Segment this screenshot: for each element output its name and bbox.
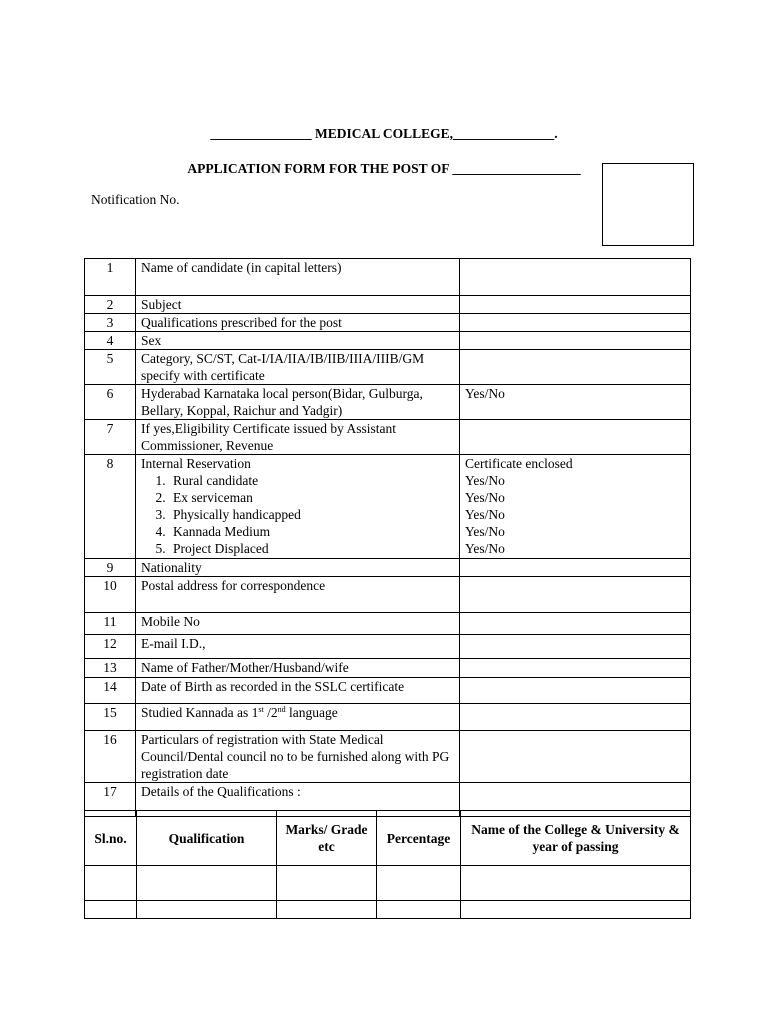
category-field[interactable] bbox=[460, 350, 691, 385]
sex-field[interactable] bbox=[460, 332, 691, 350]
slno-cell[interactable] bbox=[85, 866, 137, 901]
marks-cell[interactable] bbox=[277, 901, 377, 919]
yes-no-option[interactable]: Yes/No bbox=[465, 524, 505, 539]
percentage-cell[interactable] bbox=[377, 866, 461, 901]
eligibility-certificate-field[interactable] bbox=[460, 420, 691, 455]
kannada-language-field[interactable] bbox=[460, 704, 691, 731]
email-field[interactable] bbox=[460, 635, 691, 659]
row-number: 12 bbox=[85, 635, 136, 659]
row-label: Nationality bbox=[136, 559, 460, 577]
table-row bbox=[85, 332, 691, 350]
row-label bbox=[136, 704, 460, 731]
table-row bbox=[85, 420, 691, 455]
row-number: 2 bbox=[85, 296, 136, 314]
qualification-cell[interactable] bbox=[137, 901, 277, 919]
row-label: Sex bbox=[136, 332, 460, 350]
table-row bbox=[85, 385, 691, 420]
yes-no-option[interactable]: Yes/No bbox=[465, 490, 505, 505]
row-number: 14 bbox=[85, 678, 136, 704]
column-header-percentage: Percentage bbox=[377, 811, 461, 866]
row-number: 10 bbox=[85, 577, 136, 613]
table-row bbox=[85, 577, 691, 613]
table-row bbox=[85, 455, 691, 559]
college-name-line: _______________ MEDICAL COLLEGE,_______________. bbox=[210, 126, 558, 141]
application-table bbox=[84, 258, 691, 817]
dob-field[interactable] bbox=[460, 678, 691, 704]
list-item: 3. Physically handicapped bbox=[169, 506, 454, 523]
row-label: Details of the Qualifications : bbox=[136, 783, 460, 817]
list-item: 2. Ex serviceman bbox=[169, 489, 454, 506]
table-row bbox=[85, 731, 691, 783]
internal-reservation-label: Internal Reservation bbox=[141, 456, 251, 471]
qualification-cell[interactable] bbox=[137, 866, 277, 901]
qualifications-field[interactable] bbox=[460, 314, 691, 332]
row-label: Mobile No bbox=[136, 613, 460, 635]
row-label: Category, SC/ST, Cat-I/IA/IIA/IB/IIB/IIIA/IIIB/GM specify with certificate bbox=[136, 350, 460, 385]
row-number: 13 bbox=[85, 659, 136, 678]
yes-no-option[interactable]: Yes/No bbox=[465, 507, 505, 522]
column-header-marks: Marks/ Grade etc bbox=[277, 811, 377, 866]
nationality-field[interactable] bbox=[460, 559, 691, 577]
reservation-values[interactable] bbox=[460, 455, 691, 559]
row-number: 7 bbox=[85, 420, 136, 455]
row-label: E-mail I.D., bbox=[136, 635, 460, 659]
table-header-row bbox=[85, 811, 691, 866]
college-cell[interactable] bbox=[461, 866, 691, 901]
row-number: 16 bbox=[85, 731, 136, 783]
table-row bbox=[85, 613, 691, 635]
column-header-slno: Sl.no. bbox=[85, 811, 137, 866]
reservation-list bbox=[141, 472, 454, 557]
row-number: 15 bbox=[85, 704, 136, 731]
table-row bbox=[85, 635, 691, 659]
table-row bbox=[85, 901, 691, 919]
hk-local-field[interactable]: Yes/No bbox=[460, 385, 691, 420]
label-text: /2 bbox=[263, 705, 278, 720]
list-item: 5. Project Displaced bbox=[169, 540, 454, 557]
row-number: 9 bbox=[85, 559, 136, 577]
table-row bbox=[85, 678, 691, 704]
table-row bbox=[85, 866, 691, 901]
table-row bbox=[85, 704, 691, 731]
row-label: Particulars of registration with State Medical Council/Dental council no to be furnished along with PG registration date bbox=[136, 731, 460, 783]
table-row bbox=[85, 259, 691, 296]
superscript: nd bbox=[277, 705, 286, 714]
label-text: language bbox=[285, 705, 338, 720]
list-item: 4. Kannada Medium bbox=[169, 523, 454, 540]
row-number: 4 bbox=[85, 332, 136, 350]
table-row bbox=[85, 314, 691, 332]
row-number: 17 bbox=[85, 783, 136, 817]
qualifications-table bbox=[84, 810, 691, 919]
row-number: 1 bbox=[85, 259, 136, 296]
column-header-college: Name of the College & University & year of passing bbox=[461, 811, 691, 866]
registration-field[interactable] bbox=[460, 731, 691, 783]
row-number: 8 bbox=[85, 455, 136, 559]
form-title: APPLICATION FORM FOR THE POST OF ___________________ bbox=[187, 161, 581, 176]
certificate-enclosed-label: Certificate enclosed bbox=[465, 456, 573, 471]
row-label: Hyderabad Karnataka local person(Bidar, Gulburga, Bellary, Koppal, Raichur and Yadgir) bbox=[136, 385, 460, 420]
superscript: st bbox=[258, 705, 264, 714]
row-number: 5 bbox=[85, 350, 136, 385]
postal-address-field[interactable] bbox=[460, 577, 691, 613]
notification-label: Notification No. bbox=[91, 192, 180, 207]
table-row bbox=[85, 350, 691, 385]
yes-no-option[interactable]: Yes/No bbox=[465, 541, 505, 556]
table-row bbox=[85, 659, 691, 678]
table-row bbox=[85, 559, 691, 577]
marks-cell[interactable] bbox=[277, 866, 377, 901]
row-label: Date of Birth as recorded in the SSLC certificate bbox=[136, 678, 460, 704]
row-label: Name of candidate (in capital letters) bbox=[136, 259, 460, 296]
row-number: 6 bbox=[85, 385, 136, 420]
row-label: Subject bbox=[136, 296, 460, 314]
percentage-cell[interactable] bbox=[377, 901, 461, 919]
row-label bbox=[136, 455, 460, 559]
guardian-name-field[interactable] bbox=[460, 659, 691, 678]
row-label: Qualifications prescribed for the post bbox=[136, 314, 460, 332]
slno-cell[interactable] bbox=[85, 901, 137, 919]
yes-no-option[interactable]: Yes/No bbox=[465, 473, 505, 488]
label-text: Studied Kannada as 1 bbox=[141, 705, 259, 720]
name-field[interactable] bbox=[460, 259, 691, 296]
college-cell[interactable] bbox=[461, 901, 691, 919]
list-item: 1. Rural candidate bbox=[169, 472, 454, 489]
column-header-qualification: Qualification bbox=[137, 811, 277, 866]
row-label: Postal address for correspondence bbox=[136, 577, 460, 613]
mobile-field[interactable] bbox=[460, 613, 691, 635]
photo-box bbox=[602, 163, 694, 246]
row-number: 11 bbox=[85, 613, 136, 635]
subject-field[interactable] bbox=[460, 296, 691, 314]
row-label: If yes,Eligibility Certificate issued by Assistant Commissioner, Revenue bbox=[136, 420, 460, 455]
row-number: 3 bbox=[85, 314, 136, 332]
table-row bbox=[85, 296, 691, 314]
row-label: Name of Father/Mother/Husband/wife bbox=[136, 659, 460, 678]
